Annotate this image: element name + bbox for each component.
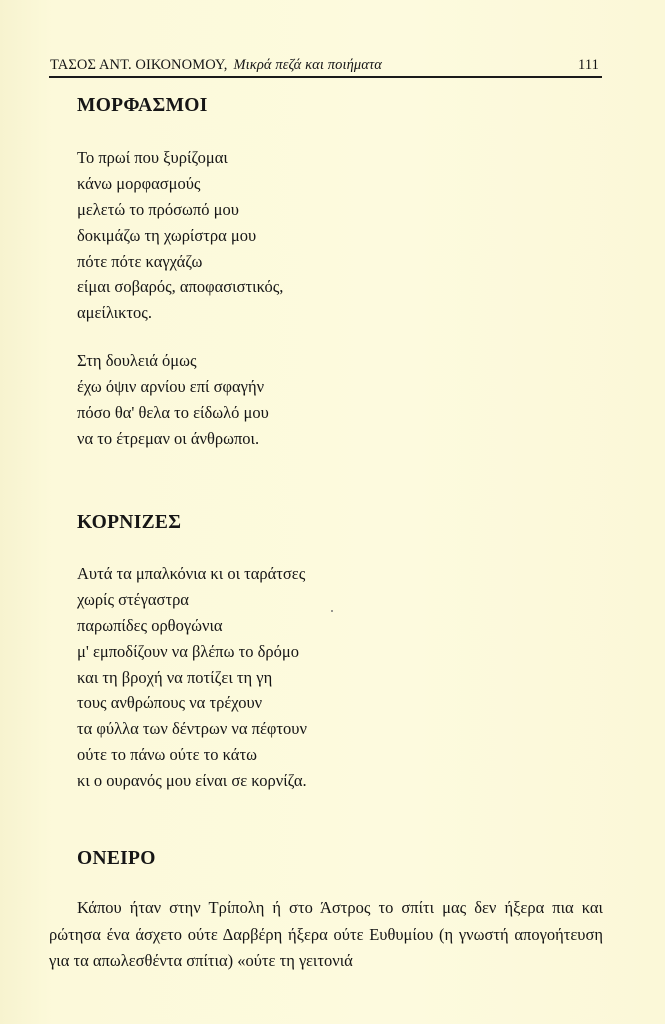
verse-line: κάνω μορφασμούς [77,173,201,193]
verse-line: να το έτρεμαν οι άνθρωποι. [77,428,260,448]
poem-title: ΟΝΕΙΡΟ [77,848,156,869]
verse-line: κι ο ουρανός μου είναι σε κορνίζα. [77,771,307,791]
verse-line: μ' εμποδίζουν να βλέπω το δρόμο [77,641,299,661]
verse-line: Το πρωί που ξυρίζομαι [77,148,228,167]
verse-line: Στη δουλειά όμως [77,351,197,370]
poem-stanza [77,145,283,326]
verse-line: μελετώ το πρόσωπό μου [77,199,239,219]
verse-line: δοκιμάζω τη χωρίστρα μου [77,225,257,245]
running-header-title [50,57,382,74]
running-header [50,57,601,77]
verse-line: και τη βροχή να ποτίζει τη γη [77,667,273,687]
poem-stanza [77,348,269,452]
prose-paragraph: Κάπου ήταν στην Τρίπολη ή στο Άστρος το σπίτι μας δεν ήξερα πια και ρώτησα ένα άσχετο ούτε Δαρβέρη ήξερα ούτε Ευθυμίου (η γνωστή απογοήτευση για τα απωλεσθέντα σπίτια) «ούτε τη γειτονιά [49,898,603,970]
page-number: 111 [578,57,599,73]
verse-line: τους ανθρώπους να τρέχουν [77,693,263,713]
paper-speck [331,610,333,612]
poem-stanza [77,561,307,794]
verse-line: χωρίς στέγαστρα [77,589,189,609]
verse-line: τα φύλλα των δέντρων να πέφτουν [77,719,307,739]
verse-line: έχω όψιν αρνίου επί σφαγήν [77,376,265,396]
verse-line: είμαι σοβαρός, αποφασιστικός, [77,277,284,297]
verse-line: αμείλικτος. [77,303,152,323]
verse-line: πότε πότε καγχάζω [77,251,203,271]
verse-line: Αυτά τα μπαλκόνια κι οι ταράτσες [77,564,306,583]
book-title: Μικρά πεζά και ποιήματα [233,57,382,73]
poem-title: ΜΟΡΦΑΣΜΟΙ [77,95,208,116]
poem-title: ΚΟΡΝΙΖΕΣ [77,512,182,533]
verse-line: ούτε το πάνω ούτε το κάτω [77,745,257,765]
author-name: ΤΑΣΟΣ ΑΝΤ. ΟΙΚΟΝΟΜΟΥ, [50,57,228,73]
header-rule [49,76,602,78]
verse-line: παρωπίδες ορθογώνια [77,615,223,635]
verse-line: πόσο θα' θελα το είδωλό μου [77,402,269,422]
